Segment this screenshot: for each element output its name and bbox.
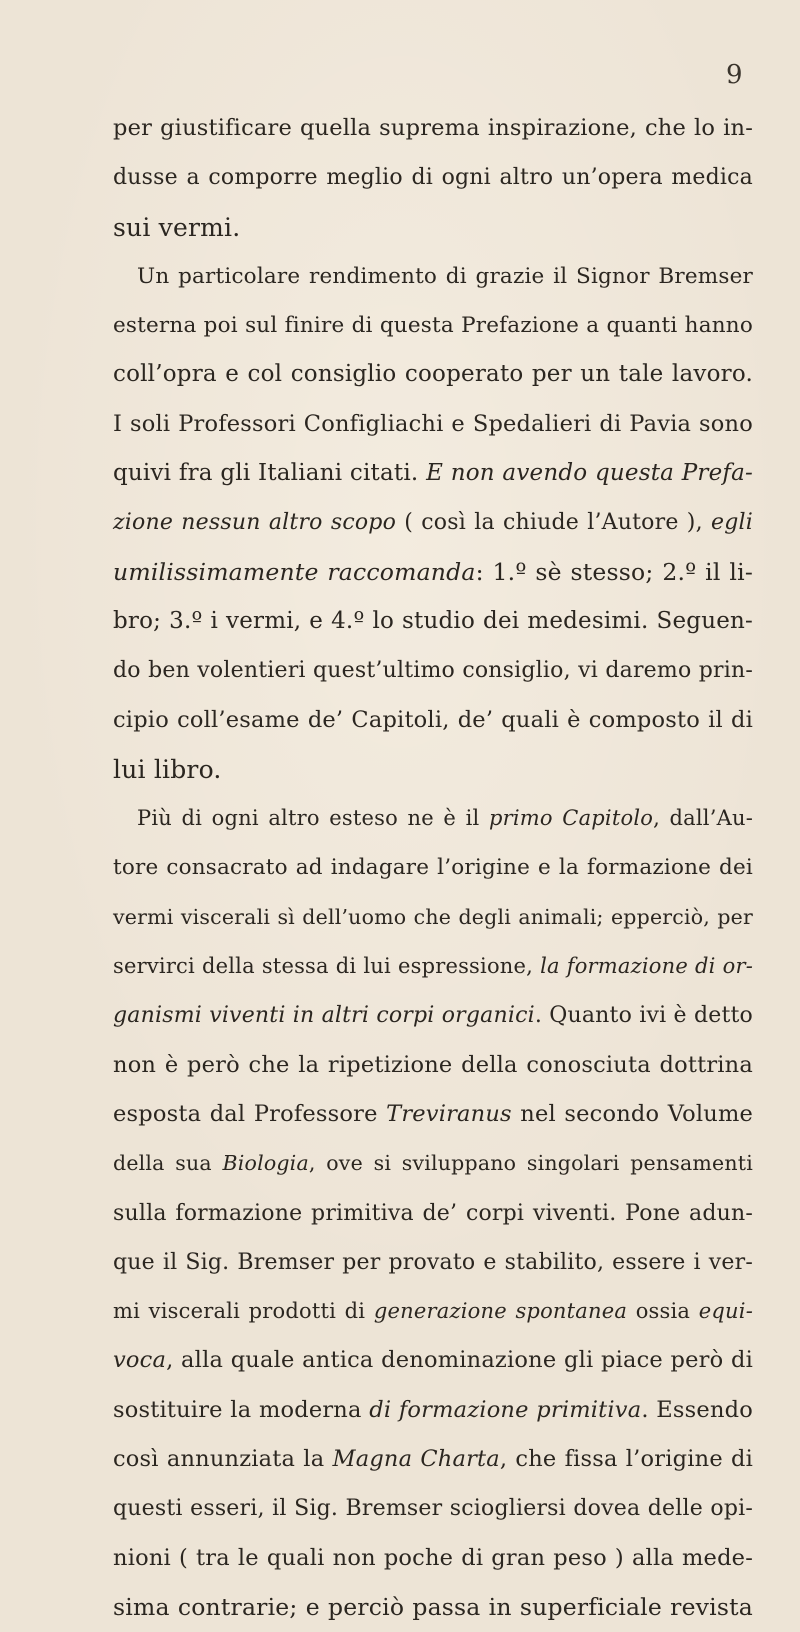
text-line (113, 1139, 753, 1188)
text-run: tore consacrato ad indagare l’origine e la formazione dei (113, 855, 753, 881)
text-run: vermi viscerali sì dell’uomo che degli animali; epperciò, per (113, 904, 753, 929)
text-line (113, 449, 753, 498)
text-run: , alla quale antica denominazione gli piace però di (166, 1347, 753, 1374)
body-text (113, 104, 753, 1632)
text-line (113, 400, 753, 449)
text-run: non è però che la ripetizione della conosciuta dottrina (113, 1051, 753, 1078)
text-run-italic: generazione spontanea (373, 1299, 628, 1324)
text-line (113, 794, 753, 843)
text-run-italic: equi- (698, 1299, 753, 1324)
text-run: que il Sig. Bremser per provato e stabilito, essere i ver- (113, 1249, 753, 1275)
text-run: servirci della stessa di lui espressione, (113, 954, 541, 979)
text-run: questi esseri, il Sig. Bremser sciogliersi dovea delle opi- (113, 1496, 753, 1522)
text-line (113, 745, 753, 794)
text-run: I soli Professori Configliachi e Spedalieri di Pavia sono (113, 410, 753, 437)
text-run: nel secondo Volume (511, 1100, 753, 1127)
text-run: ( così la chiude l’Autore ), (396, 510, 712, 536)
text-line (113, 301, 753, 350)
text-line (113, 203, 753, 252)
text-run: . Quanto ivi è detto (534, 1003, 753, 1029)
text-run: esposta dal Professore (113, 1100, 387, 1127)
text-line (113, 104, 753, 153)
text-run: così annunziata la (113, 1446, 333, 1473)
text-run-italic: di formazione primitiva (369, 1396, 642, 1423)
text-line (113, 696, 753, 745)
text-line (113, 1238, 753, 1287)
text-run: , ove si sviluppano singolari pensamenti (308, 1151, 753, 1176)
text-run-italic: egli (711, 510, 753, 536)
text-run: bro; 3.º i vermi, e 4.º lo studio dei medesimi. Seguen- (113, 607, 753, 634)
text-run: . Essendo (641, 1396, 753, 1423)
text-line (113, 991, 753, 1040)
text-run-italic: Magna Charta (332, 1446, 500, 1473)
text-line (113, 1041, 753, 1090)
text-line (113, 1189, 753, 1238)
text-run: do ben volentieri quest’ultimo consiglio, vi daremo prin- (113, 658, 753, 684)
text-run-italic: ganismi viventi in altri corpi organici (113, 1003, 535, 1029)
text-line (113, 498, 753, 547)
text-run-italic: la formazione di or- (540, 954, 753, 979)
text-line (113, 942, 753, 991)
text-run-italic: Treviranus (386, 1100, 512, 1127)
text-run: sostituire la moderna (113, 1396, 370, 1423)
text-run: dusse a comporre meglio di ogni altro un’opera medica (113, 165, 753, 191)
text-line (113, 1484, 753, 1533)
text-run-italic: voca (113, 1347, 167, 1374)
text-run: mi viscerali prodotti di (113, 1299, 374, 1324)
text-line (113, 893, 753, 942)
text-line (113, 1090, 753, 1139)
text-run: ossia (627, 1299, 699, 1324)
text-run-italic: Biologia (222, 1151, 309, 1176)
text-line (113, 646, 753, 695)
text-run: : 1.º sè stesso; 2.º il li- (475, 557, 753, 586)
text-run: sulla formazione primitiva de’ corpi viventi. Pone adun- (113, 1200, 753, 1226)
text-line (113, 153, 753, 202)
text-line (113, 843, 753, 892)
text-run: sui vermi. (113, 212, 241, 242)
text-line (113, 1534, 753, 1583)
text-run: coll’opra e col consiglio cooperato per un tale lavoro. (113, 361, 753, 388)
text-line (113, 1435, 753, 1484)
text-run: sima contrarie; e perciò passa in superficiale revista (113, 1592, 753, 1621)
text-run: lui libro. (113, 754, 222, 784)
text-run: , dall’Au- (653, 806, 753, 831)
text-line (113, 597, 753, 646)
text-run: quivi fra gli Italiani citati. (113, 460, 427, 487)
text-run-italic: primo Capitolo (488, 806, 654, 831)
text-line (113, 252, 753, 301)
text-line (113, 1583, 753, 1632)
text-run-italic: zione nessun altro scopo (113, 510, 397, 536)
text-run: Un particolare rendimento di grazie il Signor Bremser (137, 263, 753, 289)
text-line (113, 1386, 753, 1435)
text-run: esterna poi sul finire di questa Prefazione a quanti hanno (113, 313, 753, 339)
page-number: 9 (726, 60, 743, 90)
text-run: nioni ( tra le quali non poche di gran peso ) alla mede- (113, 1544, 753, 1571)
text-run: della sua (113, 1151, 223, 1176)
text-line (113, 1287, 753, 1336)
text-run-italic: E non avendo questa Prefa- (426, 460, 753, 487)
text-run-italic: umilissimamente raccomanda (113, 557, 476, 586)
text-run: cipio coll’esame de’ Capitoli, de’ quali è composto il di (113, 706, 753, 733)
text-run: per giustificare quella suprema inspirazione, che lo in- (113, 115, 753, 141)
text-line (113, 350, 753, 399)
text-line (113, 1336, 753, 1385)
text-run: Più di ogni altro esteso ne è il (137, 806, 489, 831)
text-run: , che fissa l’origine di (499, 1446, 753, 1473)
text-line (113, 548, 753, 597)
